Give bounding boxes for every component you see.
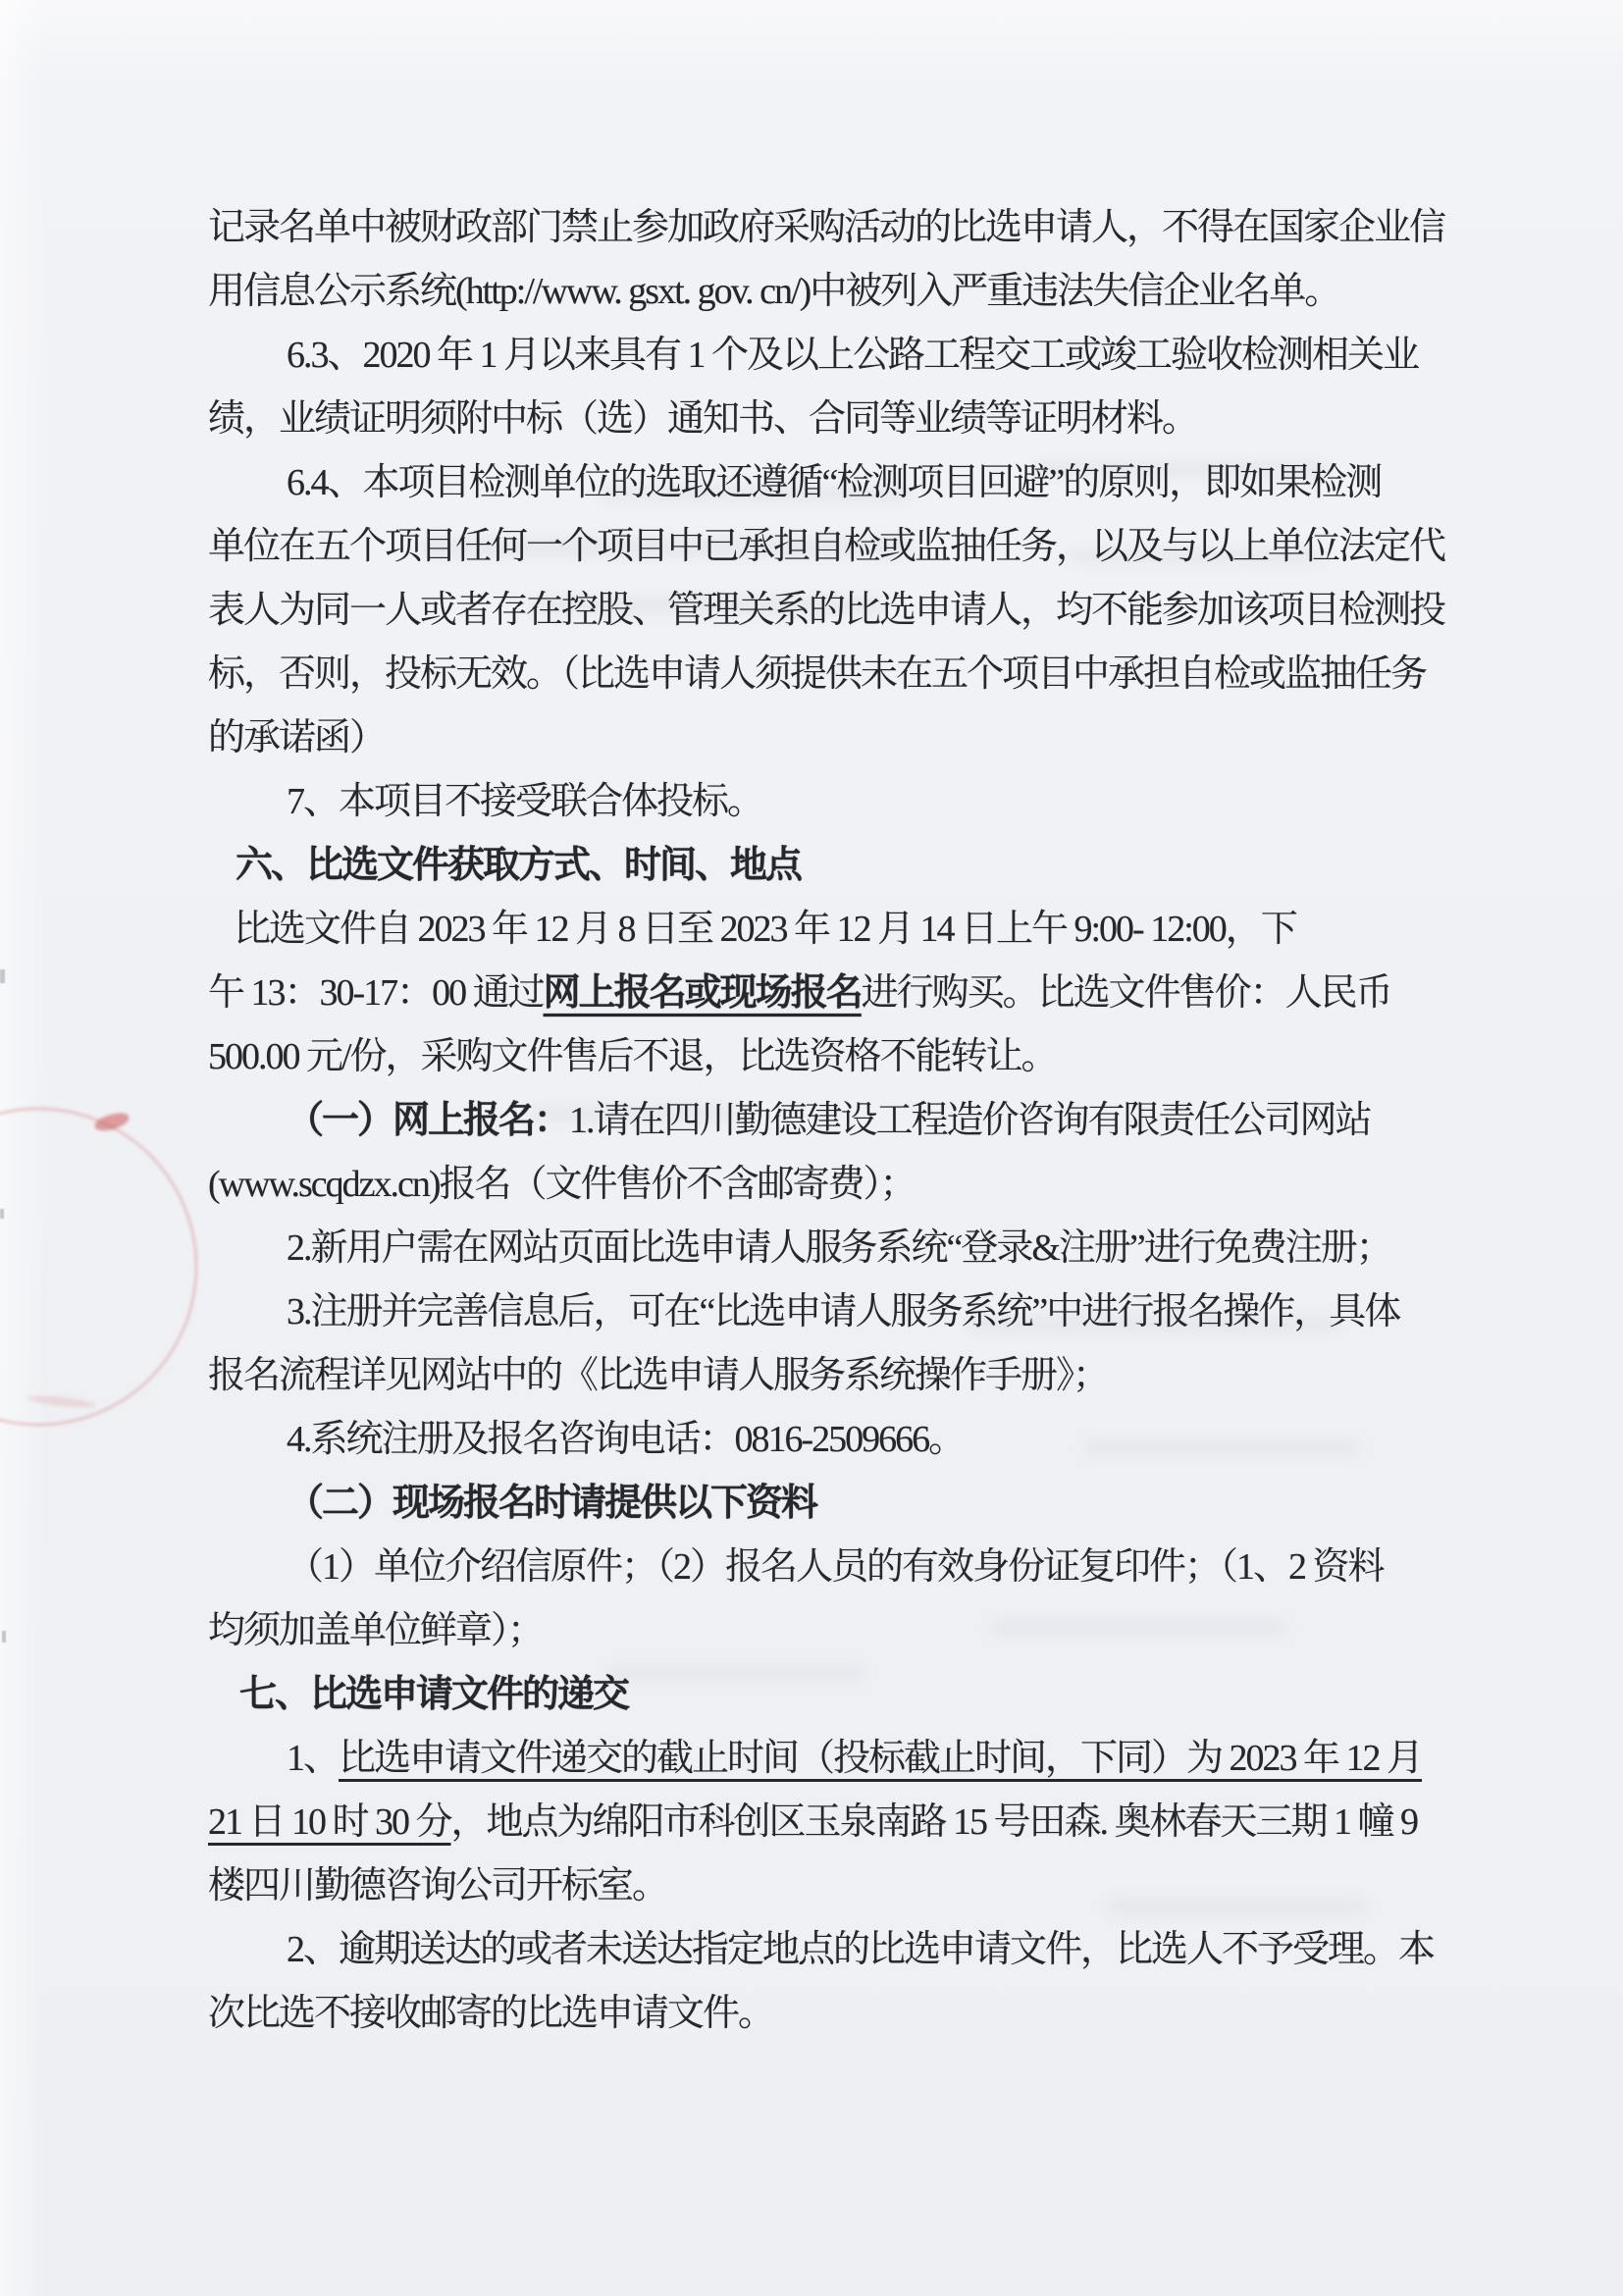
text-segment: 午 13：30-17：00 通过 xyxy=(208,972,544,1014)
document-text xyxy=(208,196,1474,2046)
text-segment: 的承诺函） xyxy=(208,717,386,758)
text-segment: 均须加盖单位鲜章）； xyxy=(208,1610,544,1651)
text-segment: （一）网上报名： xyxy=(287,1100,570,1141)
text-line xyxy=(208,515,1474,579)
text-segment: （二）现场报名时请提供以下资料 xyxy=(287,1483,817,1524)
text-line xyxy=(208,579,1474,643)
text-segment: 4.系统注册及报名咨询电话：0816-2509666。 xyxy=(287,1419,965,1460)
text-segment: 2、逾期送达的或者未送达指定地点的比选申请文件，比选人不予受理。本 xyxy=(287,1929,1435,1970)
text-segment: ，地点为绵阳市科创区玉泉南路 15 号田森. 奥林春天三期 1 幢 9 xyxy=(450,1801,1418,1843)
text-line xyxy=(208,1217,1474,1280)
text-segment: （1）单位介绍信原件；（2）报名人员的有效身份证复印件；（1、2 资料 xyxy=(287,1546,1384,1588)
text-segment: 次比选不接收邮寄的比选申请文件。 xyxy=(208,1993,774,2034)
heading-line xyxy=(208,834,1474,898)
text-segment: 网上报名或现场报名 xyxy=(543,972,862,1014)
text-segment: 2.新用户需在网站页面比选申请人服务系统“登录&注册”进行免费注册； xyxy=(287,1227,1391,1269)
heading-line xyxy=(208,1472,1474,1536)
text-segment: 报名流程详见网站中的《比选申请人服务系统操作手册》； xyxy=(208,1355,1109,1396)
text-segment: 六、比选文件获取方式、时间、地点 xyxy=(236,845,802,886)
text-line xyxy=(208,643,1474,706)
text-segment: 记录名单中被财政部门禁止参加政府采购活动的比选申请人，不得在国家企业信 xyxy=(208,207,1445,248)
red-seal-stamp-artifact xyxy=(0,1086,219,1447)
text-segment: 标，否则，投标无效。（比选申请人须提供未在五个项目中承担自检或监抽任务 xyxy=(208,653,1427,695)
text-line xyxy=(208,1727,1474,1791)
text-segment: 1、 xyxy=(287,1738,340,1779)
text-segment: 比选文件自 2023 年 12 月 8 日至 2023 年 12 月 14 日上午 9:00- 12:00，下 xyxy=(234,909,1296,950)
text-segment: 500.00 元/份，采购文件售后不退，比选资格不能转让。 xyxy=(208,1036,1057,1077)
text-line xyxy=(208,898,1474,962)
text-line xyxy=(208,1599,1474,1663)
text-line xyxy=(208,260,1474,324)
text-segment: 6.4、本项目检测单位的选取还遵循“检测项目回避”的原则，即如果检测 xyxy=(287,462,1382,503)
scan-edge-artifact xyxy=(0,1209,4,1219)
text-line xyxy=(208,1982,1474,2046)
scan-edge-artifact xyxy=(0,969,5,983)
text-line xyxy=(208,706,1474,770)
text-segment: 进行购买。比选文件售价：人民币 xyxy=(861,972,1391,1014)
text-segment: 6.3、2020 年 1 月以来具有 1 个及以上公路工程交工或竣工验收检测相关业 xyxy=(287,335,1419,376)
text-line xyxy=(208,770,1474,834)
text-line xyxy=(208,1536,1474,1599)
scan-edge-artifact xyxy=(2,1631,6,1643)
text-segment: (www.scqdzx.cn)报名（文件售价不含邮寄费）； xyxy=(208,1164,916,1205)
text-line xyxy=(208,1408,1474,1472)
text-segment: 3.注册并完善信息后，可在“比选申请人服务系统”中进行报名操作，具体 xyxy=(287,1291,1400,1332)
text-line xyxy=(208,1791,1474,1854)
text-line xyxy=(208,1344,1474,1408)
text-line xyxy=(208,1854,1474,1918)
text-line xyxy=(208,1918,1474,1982)
text-segment: 七、比选申请文件的递交 xyxy=(239,1674,629,1715)
text-segment: 用信息公示系统(http://www. gsxt. gov. cn/)中被列入严重违法失信企业名单。 xyxy=(208,271,1340,312)
heading-line xyxy=(208,1663,1474,1727)
text-line xyxy=(208,451,1474,515)
text-line xyxy=(208,388,1474,451)
text-segment: 1.请在四川勤德建设工程造价咨询有限责任公司网站 xyxy=(569,1100,1371,1141)
text-segment: 7、本项目不接受联合体投标。 xyxy=(287,781,763,822)
text-line xyxy=(208,1153,1474,1217)
text-line xyxy=(208,1089,1474,1153)
scan-edge-artifact xyxy=(0,0,1623,88)
text-line xyxy=(208,962,1474,1025)
text-segment: 21 日 10 时 30 分 xyxy=(208,1801,451,1843)
text-segment: 比选申请文件递交的截止时间（投标截止时间，下同）为 2023 年 12 月 xyxy=(339,1738,1423,1779)
text-segment: 绩，业绩证明须附中标（选）通知书、合同等业绩等证明材料。 xyxy=(208,398,1198,440)
text-line xyxy=(208,196,1474,260)
text-line xyxy=(208,1280,1474,1344)
text-segment: 楼四川勤德咨询公司开标室。 xyxy=(208,1865,668,1906)
text-segment: 表人为同一人或者存在控股、管理关系的比选申请人，均不能参加该项目检测投 xyxy=(208,590,1445,631)
text-line xyxy=(208,1025,1474,1089)
text-segment: 单位在五个项目任何一个项目中已承担自检或监抽任务，以及与以上单位法定代 xyxy=(208,526,1445,567)
text-line xyxy=(208,324,1474,388)
